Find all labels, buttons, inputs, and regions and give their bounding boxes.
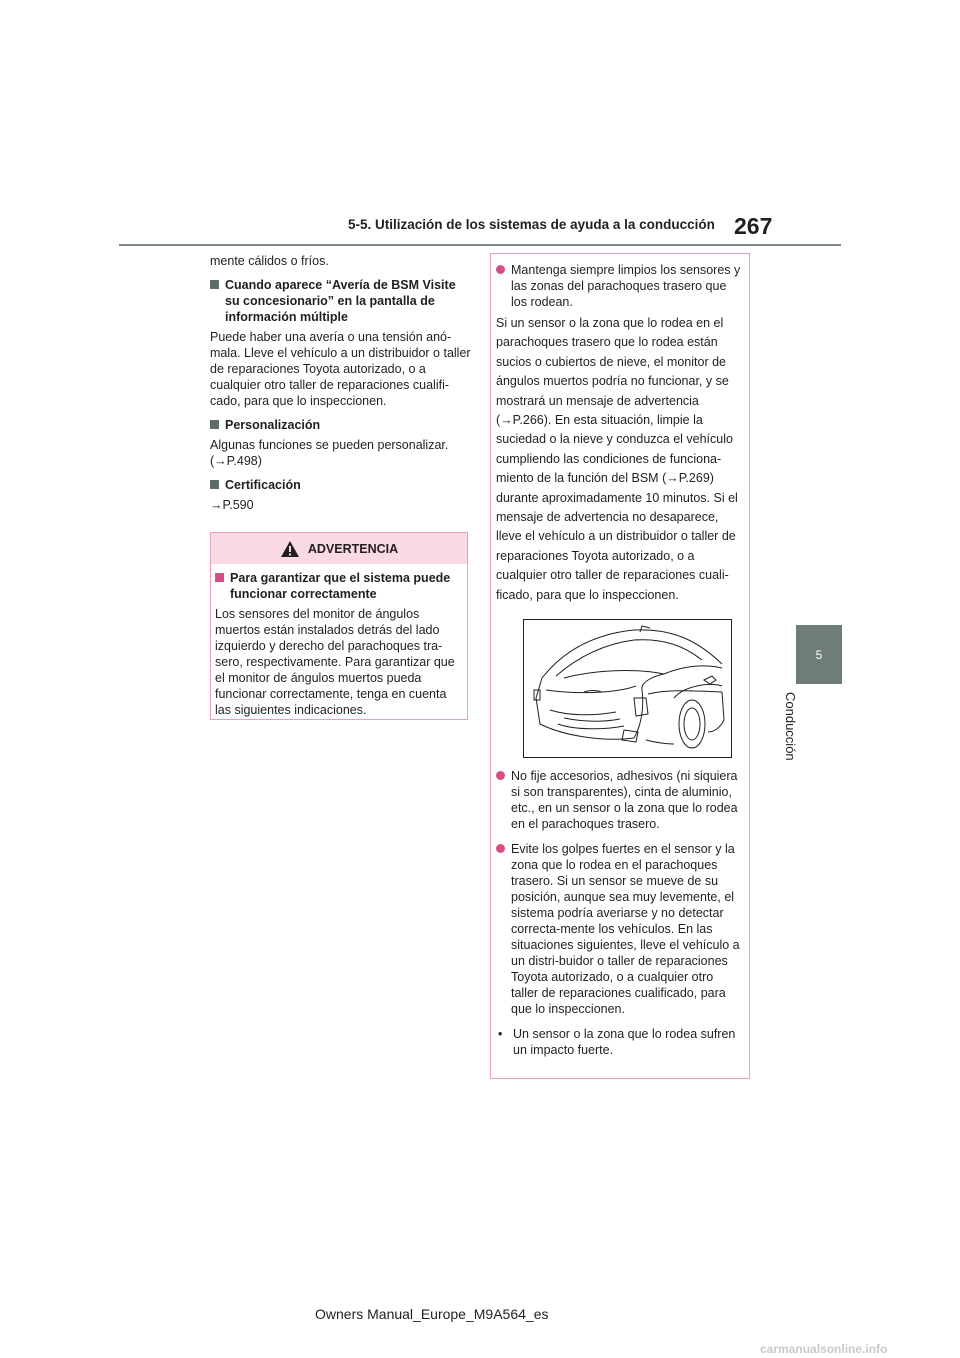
list-item-text: Mantenga siempre limpios los sensores y las zonas del parachoques trasero que los rodean. xyxy=(511,263,741,309)
list-item xyxy=(496,1026,743,1058)
header-rule xyxy=(119,244,841,246)
list-item xyxy=(496,262,743,310)
warning-heading xyxy=(215,570,461,602)
section-body-certification: →P.590 xyxy=(210,498,254,512)
section-body-bsm-failure: Puede haber una avería o una tensión anó-mala. Lleve el vehículo a un distribuidor o taller de reparaciones Toyota autorizado, o a cualquier otro taller de reparaciones cualifi-cado, para que lo inspeccionen. xyxy=(210,330,471,408)
intro-text: mente cálidos o fríos. xyxy=(210,254,329,268)
section-heading-text: Certificación xyxy=(225,478,301,492)
warning-title: ADVERTENCIA xyxy=(307,541,399,556)
car-rear-icon xyxy=(524,620,729,755)
warning-header xyxy=(211,533,467,564)
warning-heading-text: Para garantizar que el sistema puede funcionar correctamente xyxy=(230,571,451,601)
warning-text: Los sensores del monitor de ángulos muertos están instalados detrás del lado izquierdo y derecho del parachoques tra-sero, respectivamente. Para garantizar que el monitor de ángulos muertos pueda funcionar correctamente, tenga en cuenta las siguientes indicaciones. xyxy=(215,607,455,717)
chapter-name: Conducción xyxy=(783,692,798,761)
chapter-number: 5 xyxy=(815,647,823,662)
bullet-dot-icon xyxy=(496,771,505,780)
list-item-text: No fije accesorios, adhesivos (ni siquiera si son transparentes), cinta de aluminio, etc., en un sensor o la zona que lo rodea en el parachoques trasero. xyxy=(511,769,738,832)
warning-body xyxy=(211,564,467,724)
warning-continued-box xyxy=(490,253,750,1079)
small-bullet-marker: • xyxy=(498,1027,503,1042)
watermark-text: carmanualsonline.info xyxy=(760,1342,888,1356)
section-heading-text: Cuando aparece “Avería de BSM Visite su concesionario” en la pantalla de información múltiple xyxy=(225,278,456,324)
sensor-dirty-paragraph: Si un sensor o la zona que lo rodea en el parachoques trasero que lo rodea están sucios o cubiertos de nieve, el monitor de ángulos muertos podría no funcionar, y se mostrará un mensaje de advertencia (→P.266). En esta situación, limpie la suciedad o la nieve y conduzca el vehículo cumpliendo las condiciones de funciona-miento de la función del BSM (→P.269) durante aproximadamente 10 minutos. Si el mensaje de advertencia no desaparece, lleve el vehículo a un distribuidor o taller de reparaciones Toyota autorizado, o a cualquier otro taller de reparaciones cuali-ficado, para que lo inspeccionen. xyxy=(496,316,738,602)
page-number: 267 xyxy=(734,213,773,239)
square-bullet-icon xyxy=(215,573,224,582)
section-heading-bsm-failure xyxy=(210,277,472,325)
square-bullet-icon xyxy=(210,480,219,489)
section-body-customization: Algunas funciones se pueden personalizar. (→P.498) xyxy=(210,438,449,468)
section-heading-certification xyxy=(210,477,472,493)
footer-text: Owners Manual_Europe_M9A564_es xyxy=(315,1306,549,1322)
warning-triangle-icon xyxy=(280,540,300,558)
square-bullet-icon xyxy=(210,280,219,289)
list-item-text: Un sensor o la zona que lo rodea sufren un impacto fuerte. xyxy=(513,1027,736,1058)
header-title: 5-5. Utilización de los sistemas de ayuda a la conducción xyxy=(348,217,715,232)
warning-box xyxy=(210,532,468,720)
square-bullet-icon xyxy=(210,420,219,429)
bullet-dot-icon xyxy=(496,844,505,853)
bullet-dot-icon xyxy=(496,265,505,274)
list-item-text: Evite los golpes fuertes en el sensor y la zona que lo rodea en el parachoques trasero. Si un sensor se mueve de su posición, aunque sea muy levemente, el sistema podría averiarse y no detectar correcta-mente los vehículos. En las situaciones siguientes, lleve el vehículo a un distri-buidor o taller de reparaciones Toyota autorizado, o a cualquier otro taller de reparaciones cualificado, para que lo inspeccionen. xyxy=(511,842,740,1017)
car-rear-illustration xyxy=(523,619,732,758)
list-item xyxy=(496,768,743,832)
chapter-tab xyxy=(796,625,842,684)
chapter-side-label xyxy=(784,692,806,772)
left-column xyxy=(210,253,472,521)
list-item xyxy=(496,841,743,1017)
section-heading-text: Personalización xyxy=(225,418,321,432)
section-heading-customization xyxy=(210,417,472,433)
